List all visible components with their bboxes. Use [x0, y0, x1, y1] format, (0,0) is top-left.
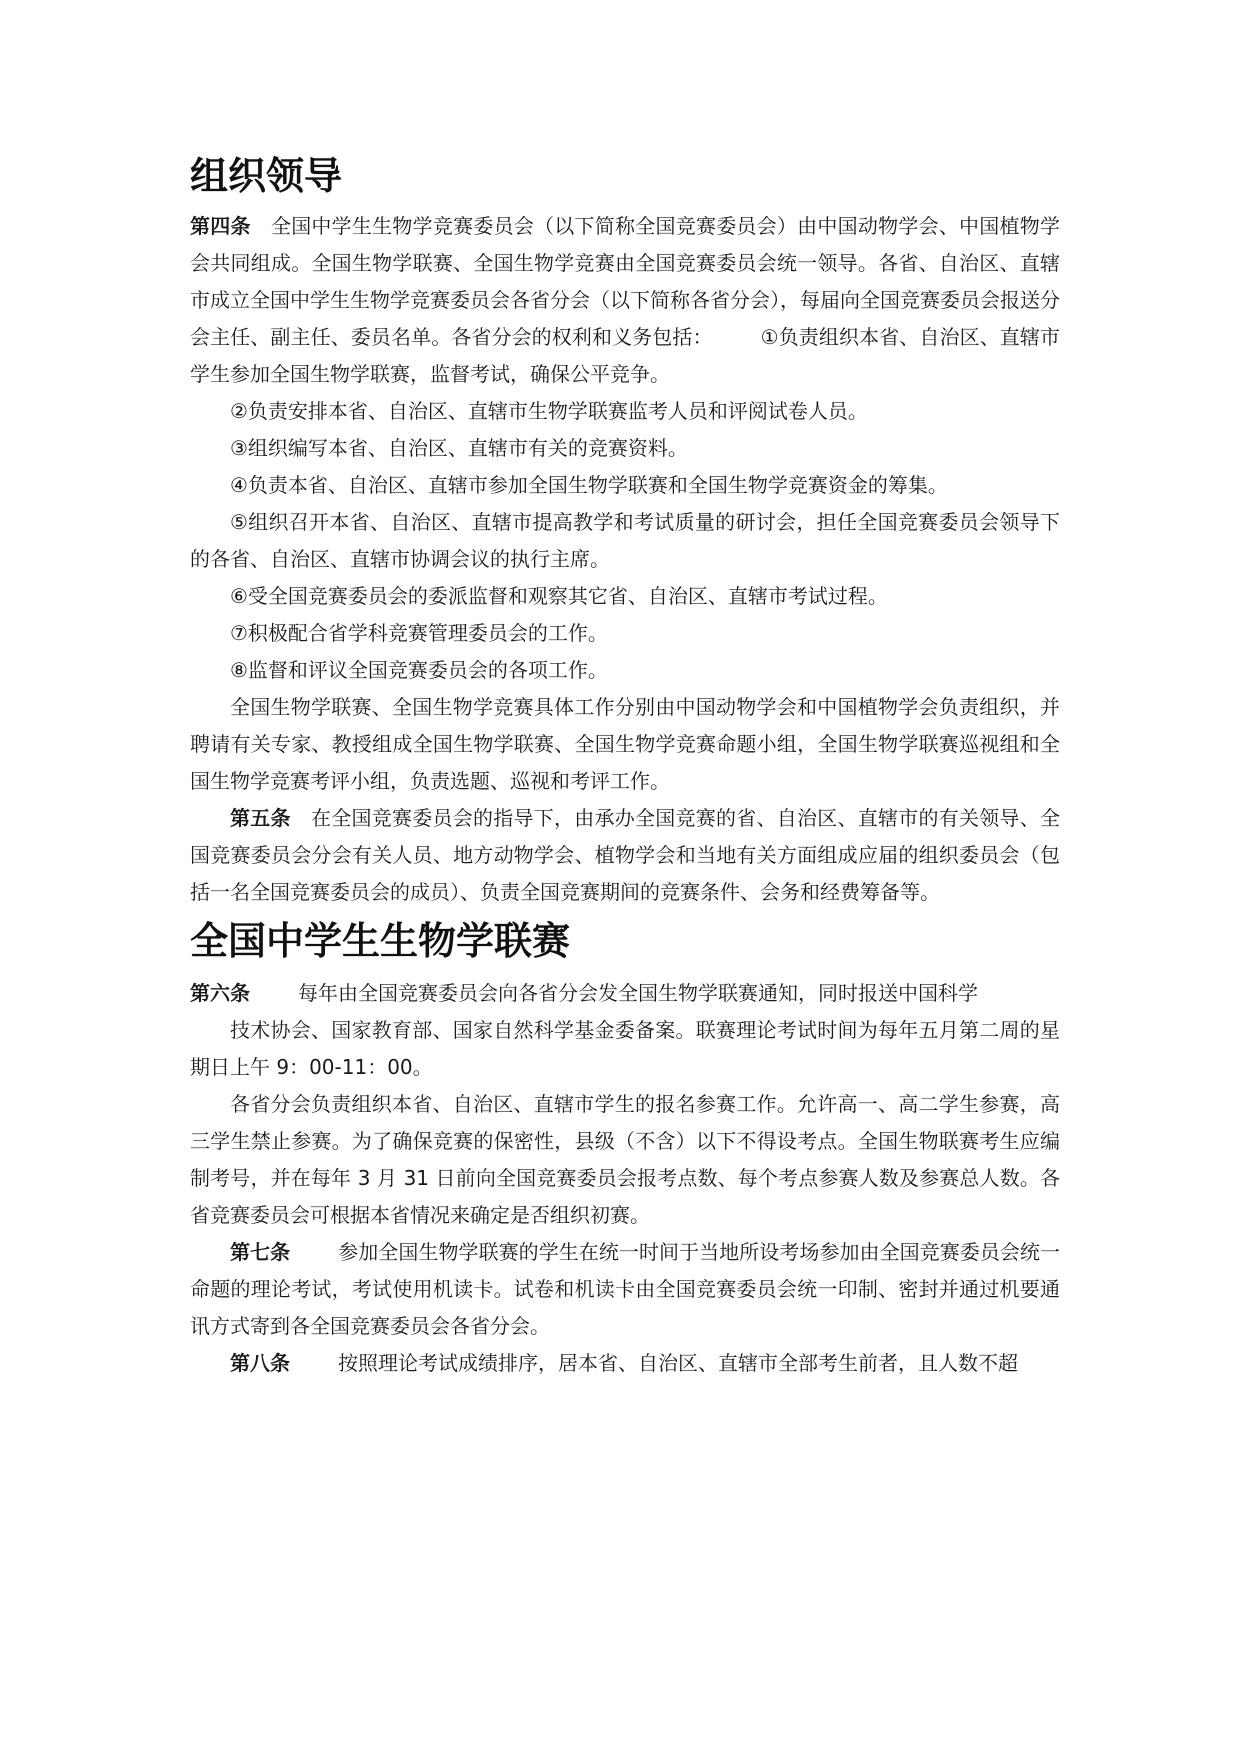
article-5-text: 在全国竞赛委员会的指导下，由承办全国竞赛的省、自治区、直辖市的有关领导、全国竞赛委员会分会有关人员、地方动物学会、植物学会和当地有关方面组成应届的组织委员会（包括一名全国竞赛委员会的成员）、负责全国竞赛期间的竞赛条件、会务和经费筹备等。 — [190, 806, 1060, 904]
paragraph-work-division: 全国生物学联赛、全国生物学竞赛具体工作分别由中国动物学会和中国植物学会负责组织，并聘请有关专家、教授组成全国生物学联赛、全国生物学竞赛命题小组，全国生物学联赛巡视组和全国生物学竞赛考评小组，负责选题、巡视和考评工作。 — [190, 695, 1060, 793]
article-5-label: 第五条 — [230, 806, 291, 830]
article-7-label: 第七条 — [230, 1240, 291, 1264]
article-8 — [190, 1345, 1060, 1382]
paragraph-registration: 各省分会负责组织本省、自治区、直辖市学生的报名参赛工作。允许高一、高二学生参赛，高三学生禁止参赛。为了确保竞赛的保密性，县级（不含）以下不得设考点。全国生物联赛考生应编制考号，并在每年 3 月 31 日前向全国竞赛委员会报考点数、每个考点参赛人数及参赛总人数。各省竞赛委员会可根据本省情况来确定是否组织初赛。 — [190, 1092, 1060, 1227]
list-item-4: ④负责本省、自治区、直辖市参加全国生物学联赛和全国生物学竞赛资金的筹集。 — [230, 473, 948, 497]
article-7-text: 参加全国生物学联赛的学生在统一时间于当地所设考场参加由全国竞赛委员会统一命题的理论考试，考试使用机读卡。试卷和机读卡由全国竞赛委员会统一印制、密封并通过机要通讯方式寄到各全国竞赛委员会各省分会。 — [190, 1240, 1061, 1338]
list-item-5: ⑤组织召开本省、自治区、直辖市提高教学和考试质量的研讨会，担任全国竞赛委员会领导下的各省、自治区、直辖市协调会议的执行主席。 — [190, 510, 1060, 571]
article-4-text: 全国中学生生物学竞赛委员会（以下简称全国竞赛委员会）由中国动物学会、中国植物学会共同组成。全国生物学联赛、全国生物学竞赛由全国竞赛委员会统一领导。各省、自治区、直辖市成立全国中学生生物学竞赛委员会各省分会（以下简称各省分会），每届向全国竞赛委员会报送分会主任、副主任、委员名单。各省分会的权利和义务包括： — [190, 214, 1061, 349]
article-6 — [190, 975, 1060, 1012]
document-page — [190, 150, 1060, 1382]
list-item-8: ⑧监督和评议全国竞赛委员会的各项工作。 — [230, 658, 608, 682]
list-item-3: ③组织编写本省、自治区、直辖市有关的竞赛资料。 — [230, 436, 688, 460]
paragraph-filing: 技术协会、国家教育部、国家自然科学基金委备案。联赛理论考试时间为每年五月第二周的星期日上午 9：00-11：00。 — [190, 1018, 1060, 1079]
list-item-6: ⑥受全国竞赛委员会的委派监督和观察其它省、自治区、直辖市考试过程。 — [230, 584, 888, 608]
article-4 — [190, 208, 1060, 393]
article-8-label: 第八条 — [230, 1351, 290, 1375]
article-7 — [190, 1234, 1060, 1345]
article-5 — [190, 800, 1060, 911]
list-item-2: ②负责安排本省、自治区、直辖市生物学联赛监考人员和评阅试卷人员。 — [230, 399, 868, 423]
article-4-label: 第四条 — [190, 214, 251, 238]
article-8-text: 按照理论考试成绩排序，居本省、自治区、直辖市全部考生前者，且人数不超 — [338, 1351, 1018, 1375]
list-item-7: ⑦积极配合省学科竞赛管理委员会的工作。 — [230, 621, 608, 645]
article-4-item-1: ①负责组织本省、自治区、直辖市学生参加全国生物学联赛，监督考试，确保公平竞争。 — [190, 325, 1060, 386]
section-heading-organization: 组织领导 — [190, 154, 343, 198]
article-6-label: 第六条 — [190, 981, 250, 1005]
article-6-text: 每年由全国竞赛委员会向各省分会发全国生物学联赛通知，同时报送中国科学 — [298, 981, 978, 1005]
section-heading-league: 全国中学生生物学联赛 — [190, 919, 571, 963]
